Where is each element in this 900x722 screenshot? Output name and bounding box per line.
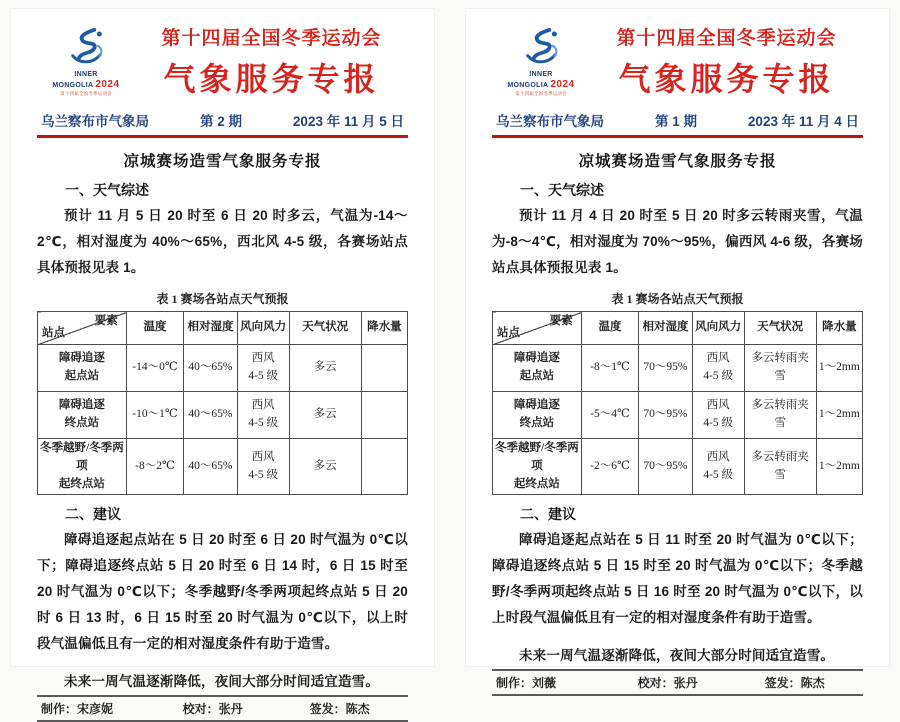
proofreader-credit: 校对：张丹: [182, 702, 243, 717]
bulletin-page: [465, 8, 890, 691]
col-header-precipitation: 降水量: [816, 312, 862, 345]
weather-cell: 多云转雨夹雪: [744, 345, 816, 392]
wind-cell: 西风 4-5 级: [692, 392, 744, 439]
weather-summary-paragraph: 预计 11 月 4 日 20 时至 5 日 20 时多云转雨夹雪，气温为-8～4℃，相对湿度为 70%～95%，偏西风 4-6 级，各赛场站点具体预报见表 1。: [492, 208, 863, 275]
masthead-titles: [135, 23, 408, 100]
report-title: 凉城赛场造雪气象服务专报: [123, 153, 322, 170]
issue-info-row: [492, 110, 863, 138]
wind-cell: 西风 4-5 级: [237, 392, 289, 439]
logo-year: 2024: [95, 79, 120, 91]
wind-cell: 西风 4-5 级: [692, 345, 744, 392]
station-cell: 障碍追逐 起点站: [38, 345, 127, 392]
col-header-humidity: 相对湿度: [184, 312, 238, 345]
section1-heading: 一、天气综述: [520, 182, 604, 198]
issuer-credit: 签发：陈杰: [309, 702, 370, 717]
bulletin-title: 气象服务专报: [163, 61, 380, 97]
temperature-cell: -2～6℃: [581, 439, 638, 495]
maker-credit: 制作：刘薇: [496, 676, 557, 691]
logo-mongolia-year: MONGOLIA 2024: [52, 79, 120, 91]
bureau-name: 乌兰察布市气象局: [41, 114, 149, 129]
col-header-weather: 天气状况: [289, 312, 361, 345]
table-row: [38, 439, 408, 495]
station-cell: 冬季越野/冬季两项 起终点站: [493, 439, 582, 495]
col-header-temperature: 温度: [581, 312, 638, 345]
weather-summary-paragraph: 预计 11 月 5 日 20 时至 6 日 20 时多云，气温为-14～2℃，相对湿度为 40%～65%，西北风 4-5 级，各赛场站点具体预报见表 1。: [37, 208, 408, 275]
bureau-name: 乌兰察布市气象局: [496, 114, 604, 129]
logo-inner-text: INNER: [74, 70, 98, 78]
credits-footer: [37, 695, 408, 722]
temperature-cell: -5～4℃: [581, 392, 638, 439]
proofreader-credit: 校对：张丹: [637, 676, 698, 691]
issue-date: 2023 年 11 月 5 日: [292, 114, 404, 129]
maker-credit: 制作：宋彦妮: [41, 702, 114, 717]
corner-label-element: 要素: [94, 315, 118, 327]
weather-cell: 多云转雨夹雪: [744, 439, 816, 495]
temperature-cell: -8～2℃: [126, 439, 183, 495]
weather-cell: 多云: [289, 392, 361, 439]
section2-heading: 二、建议: [520, 506, 576, 523]
wind-cell: 西风 4-5 级: [237, 439, 289, 495]
games-logo: [492, 27, 590, 96]
table-caption: 表 1 赛场各站点天气预报: [156, 292, 289, 306]
station-cell: 障碍追逐 终点站: [493, 392, 582, 439]
outlook-paragraph: 未来一周气温逐渐降低，夜间大部分时间适宜造雪。: [519, 648, 835, 664]
recommendation-paragraph: 障碍追逐起点站在 5 日 11 时至 20 时气温为 0℃以下；障碍追逐终点站 5 日 15 时至 20 时气温为 0℃以下；冬季越野/冬季两项起终点站 5 日 16 时至 20 时气温为 0℃以下，以上时段气温偏低且有一定的相对湿度条件有助于造雪。: [492, 532, 863, 626]
issue-number: 第 1 期: [654, 114, 697, 129]
precipitation-cell: [361, 439, 407, 495]
table-row: [493, 345, 863, 392]
col-header-wind: 风向风力: [692, 312, 744, 345]
col-header-weather: 天气状况: [744, 312, 816, 345]
issue-number: 第 2 期: [199, 114, 242, 129]
event-name: 第十四届全国冬季运动会: [161, 28, 382, 49]
logo-wordmark: [37, 71, 135, 91]
temperature-cell: -10～1℃: [126, 392, 183, 439]
weather-cell: 多云: [289, 439, 361, 495]
outlook-paragraph: 未来一周气温逐渐降低，夜间大部分时间适宜造雪。: [64, 674, 380, 690]
humidity-cell: 40～65%: [184, 439, 238, 495]
col-header-precipitation: 降水量: [361, 312, 407, 345]
station-cell: 冬季越野/冬季两项 起终点站: [38, 439, 127, 495]
section1-heading: 一、天气综述: [65, 182, 149, 198]
corner-label-element: 要素: [549, 315, 573, 327]
table-header-row: [493, 312, 863, 345]
temperature-cell: -8～1℃: [581, 345, 638, 392]
wind-cell: 西风 4-5 级: [237, 345, 289, 392]
bulletin-title: 气象服务专报: [618, 61, 835, 97]
issuer-credit: 签发：陈杰: [764, 676, 825, 691]
masthead: [37, 23, 408, 100]
station-cell: 障碍追逐 起点站: [493, 345, 582, 392]
col-header-humidity: 相对湿度: [639, 312, 693, 345]
corner-cell: [493, 312, 582, 345]
humidity-cell: 70～95%: [639, 439, 693, 495]
section2-heading: 二、建议: [65, 506, 121, 523]
precipitation-cell: [361, 345, 407, 392]
precipitation-cell: 1～2mm: [816, 439, 862, 495]
col-header-temperature: 温度: [126, 312, 183, 345]
table-header-row: [38, 312, 408, 345]
logo-mongolia-year: MONGOLIA 2024: [507, 79, 575, 91]
table-row: [38, 345, 408, 392]
corner-label-station: 站点: [42, 327, 65, 340]
issue-date: 2023 年 11 月 4 日: [747, 114, 859, 129]
logo-inner-text: INNER: [529, 70, 553, 78]
col-header-wind: 风向风力: [237, 312, 289, 345]
winter-games-emblem-icon: [37, 27, 135, 71]
logo-year: 2024: [550, 79, 575, 91]
corner-label-station: 站点: [497, 327, 520, 340]
humidity-cell: 40～65%: [184, 345, 238, 392]
temperature-cell: -14～0℃: [126, 345, 183, 392]
event-name: 第十四届全国冬季运动会: [616, 28, 837, 49]
recommendation-paragraph: 障碍追逐起点站在 5 日 20 时至 6 日 20 时气温为 0℃以下；障碍追逐终点站 5 日 20 时至 6 日 14 时，6 日 15 时至 20 时气温为 0℃以下；冬季越野/冬季两项起终点站 5 日 20 时 6 日 13 时，6 日 15 时至 20 时气温为 0℃以下，以上时段气温偏低且有一定的相对湿度条件有助于造雪。: [37, 532, 408, 652]
masthead: [492, 23, 863, 100]
credits-footer: [492, 669, 863, 696]
table-row: [493, 392, 863, 439]
winter-games-emblem-icon: [492, 27, 590, 71]
table-row: [493, 439, 863, 495]
table-row: [38, 392, 408, 439]
masthead-titles: [590, 23, 863, 100]
logo-wordmark: [492, 71, 590, 91]
precipitation-cell: 1～2mm: [816, 345, 862, 392]
bulletin-page: [10, 8, 435, 717]
corner-cell: [38, 312, 127, 345]
logo-tagline: 第十四届全国冬季运动会: [515, 90, 567, 96]
wind-cell: 西风 4-5 级: [692, 439, 744, 495]
weather-cell: 多云: [289, 345, 361, 392]
games-logo: [37, 27, 135, 96]
forecast-table: [492, 311, 863, 495]
table-caption: 表 1 赛场各站点天气预报: [611, 292, 744, 306]
issue-info-row: [37, 110, 408, 138]
report-title: 凉城赛场造雪气象服务专报: [578, 153, 777, 170]
station-cell: 障碍追逐 终点站: [38, 392, 127, 439]
forecast-table: [37, 311, 408, 495]
logo-tagline: 第十四届全国冬季运动会: [60, 90, 112, 96]
humidity-cell: 40～65%: [184, 392, 238, 439]
weather-cell: 多云转雨夹雪: [744, 392, 816, 439]
humidity-cell: 70～95%: [639, 392, 693, 439]
humidity-cell: 70～95%: [639, 345, 693, 392]
precipitation-cell: 1～2mm: [816, 392, 862, 439]
precipitation-cell: [361, 392, 407, 439]
